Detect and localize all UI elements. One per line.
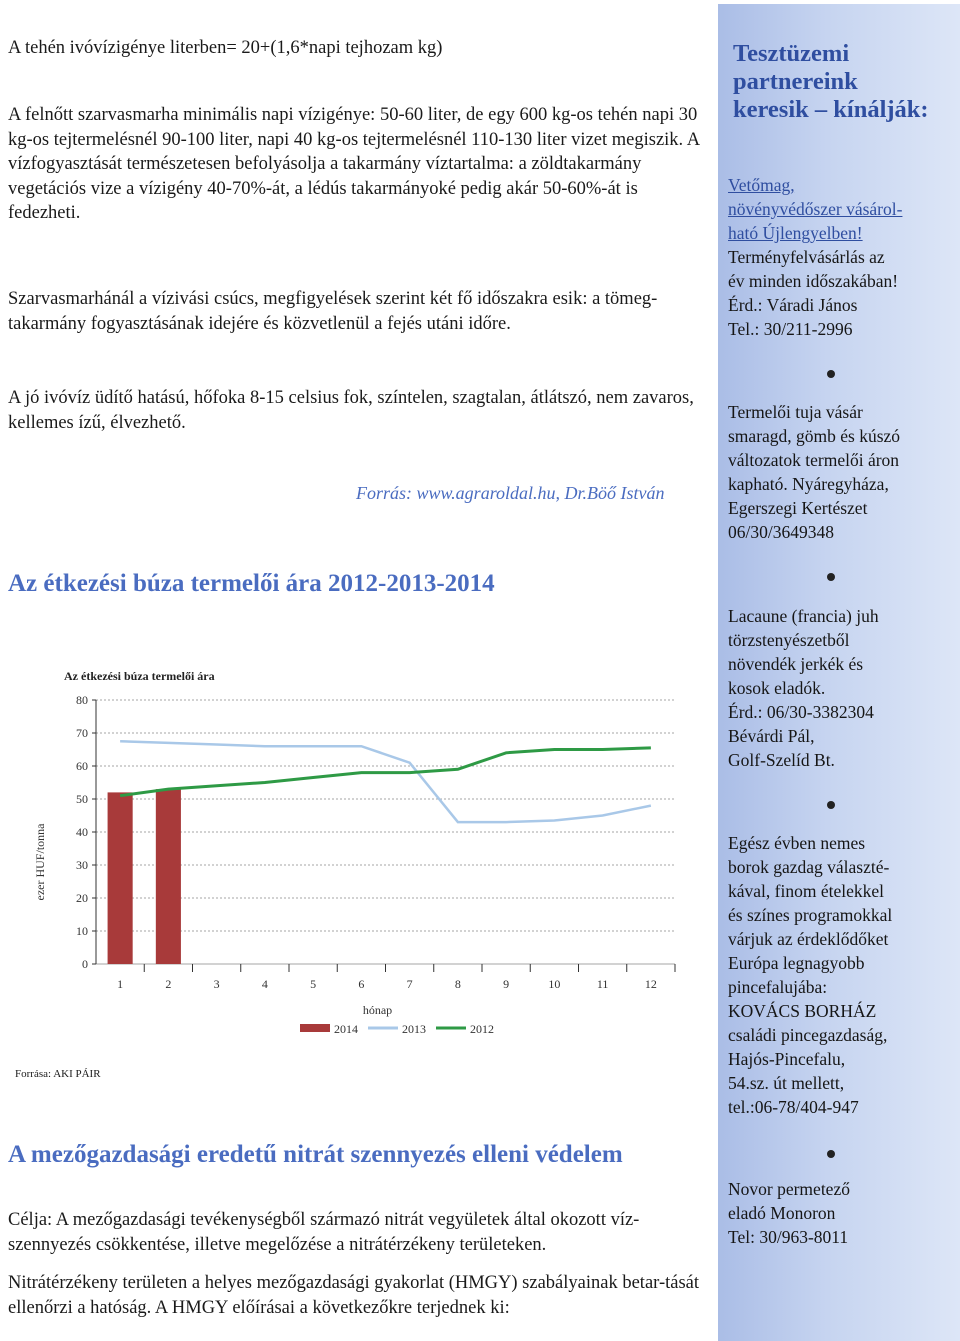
y-tick-label: 60 [76, 759, 88, 773]
ad-seed-link[interactable]: Vetőmag, [728, 175, 795, 195]
x-tick-label: 1 [117, 977, 124, 991]
line-2013 [120, 741, 651, 822]
ad-line: változatok termelői áron [728, 450, 900, 470]
ad-line: tel.:06-78/404-947 [728, 1097, 859, 1117]
ad-line: kapható. Nyáregyháza, [728, 474, 889, 494]
sidebar-title-line: keresik – kínálják: [733, 96, 929, 123]
ad-seed [728, 173, 956, 341]
ad-tuja [728, 400, 956, 544]
drinking-peak-paragraph: Szarvasmarhánál a vízivási csúcs, megfigyelések szerint két fő időszakra esik: a tömeg-takarmány fogyasztásának idejére és közvetlenül a fejés utáni időre. [8, 289, 658, 334]
ad-line: kosok eladók. [728, 678, 826, 698]
water-need-paragraph: A felnőtt szarvasmarha minimális napi vízigénye: 50-60 liter, de egy 600 kg-os tehén napi 30 kg-os tejtermelésnél 90-100 liter, napi 40 kg-os tejtermelésnél 110-130 liter vizet megiszik. A vízfogyasztását természetesen befolyásolja a takarmány víztartalma: a zöldtakarmány vegetációs vize a vízigény 40-70%-át, a lédús takarmányoké pedig akár 50-60%-át is fedezheti. [8, 105, 700, 223]
x-tick-label: 8 [454, 977, 461, 991]
y-tick-label: 10 [76, 924, 88, 938]
y-tick-label: 70 [76, 726, 88, 740]
x-tick-label: 4 [261, 977, 268, 991]
ad-line: Tel: 30/963-8011 [728, 1227, 849, 1247]
x-tick-label: 2 [165, 977, 172, 991]
article-source: Forrás: www.agraroldal.hu, Dr.Böő István [356, 483, 665, 503]
x-tick-label: 7 [406, 977, 413, 991]
bar-2014 [156, 789, 181, 964]
ad-line: kával, finom ételekkel [728, 881, 884, 901]
ad-line: eladó Monoron [728, 1203, 836, 1223]
x-tick-label: 12 [644, 977, 657, 991]
x-axis-label: hónap [362, 1003, 393, 1017]
ad-line: 54.sz. út mellett, [728, 1073, 845, 1093]
ad-line: törzstenyészetből [728, 630, 850, 650]
y-tick-label: 20 [76, 891, 88, 905]
ad-line: 06/30/3649348 [728, 522, 834, 542]
legend-label-2013: 2013 [402, 1022, 426, 1036]
ad-line: Golf-Szelíd Bt. [728, 750, 835, 770]
x-tick-label: 9 [503, 977, 510, 991]
ad-line: Érd.: 06/30-3382304 [728, 702, 874, 722]
ad-line: Bévárdi Pál, [728, 726, 815, 746]
ad-line: növendék jerkék és [728, 654, 864, 674]
ad-line: Európa legnagyobb [728, 953, 865, 973]
ad-line: Érd.: Váradi János [728, 295, 858, 315]
ad-line: Terményfelvásárlás az [728, 247, 885, 267]
chart-source: Forrása: AKI PÁIR [15, 1068, 101, 1080]
sidebar-title-line: partnereink [733, 68, 858, 95]
y-tick-label: 40 [76, 825, 88, 839]
ad-seed-link[interactable]: ható Újlengyelben! [728, 223, 863, 243]
nitrate-goal-paragraph: Célja: A mezőgazdasági tevékenységből származó nitrát vegyületek által okozott víz-szennyezés csökkentése, illetve megelőzése a nitrátérzékeny területeken. [8, 1210, 640, 1255]
ad-line: Termelői tuja vásár [728, 402, 863, 422]
y-tick-label: 30 [76, 858, 88, 872]
wheat-price-chart [0, 660, 716, 1060]
y-tick-label: 0 [82, 957, 88, 971]
wheat-price-heading: Az étkezési búza termelői ára 2012-2013-2014 [8, 570, 495, 597]
ad-line: Novor permetező [728, 1179, 850, 1199]
x-tick-label: 10 [548, 977, 561, 991]
ad-line: Tel.: 30/211-2996 [728, 319, 853, 339]
y-axis-label: ezer HUF/tonna [33, 823, 47, 901]
legend-swatch-2014 [300, 1024, 330, 1032]
sidebar-title-line: Tesztüzemi [733, 40, 850, 67]
ad-line: családi pincegazdaság, [728, 1025, 888, 1045]
ad-line: smaragd, gömb és kúszó [728, 426, 901, 446]
formula-paragraph: A tehén ivóvízigénye literben= 20+(1,6*napi tejhozam kg) [8, 38, 443, 58]
ad-line: és színes programokkal [728, 905, 893, 925]
ad-line: Egész évben nemes [728, 833, 866, 853]
bullet-separator [827, 1150, 835, 1158]
ad-line: pincefalujába: [728, 977, 828, 997]
ad-sprayer [728, 1177, 956, 1249]
ad-sheep [728, 604, 956, 772]
legend-label-2014: 2014 [334, 1022, 358, 1036]
sidebar-title [733, 40, 929, 124]
bullet-separator [827, 370, 835, 378]
hmgy-paragraph: Nitrátérzékeny területen a helyes mezőgazdasági gyakorlat (HMGY) szabályainak betar-tását ellenőrzi a hatóság. A HMGY előírásai a következőkre terjednek ki: [8, 1273, 700, 1318]
ad-seed-link[interactable]: növényvédőszer vásárol- [728, 199, 903, 219]
nitrate-heading: A mezőgazdasági eredetű nitrát szennyezés elleni védelem [8, 1141, 623, 1168]
legend-label-2012: 2012 [470, 1022, 494, 1036]
x-tick-label: 11 [596, 977, 609, 991]
ad-line: várjuk az érdeklődőket [728, 929, 889, 949]
ad-line: Lacaune (francia) juh [728, 606, 879, 626]
ad-line: borok gazdag választé- [728, 857, 890, 877]
ad-line: KOVÁCS BORHÁZ [728, 1001, 877, 1021]
ad-line: Hajós-Pincefalu, [728, 1049, 846, 1069]
x-tick-label: 3 [213, 977, 220, 991]
good-water-paragraph: A jó ivóvíz üdítő hatású, hőfoka 8-15 celsius fok, színtelen, szagtalan, átlátszó, nem zavaros, kellemes ízű, élvezhető. [8, 388, 694, 433]
ad-winery [728, 831, 956, 1119]
ad-line: év minden időszakában! [728, 271, 899, 291]
y-tick-label: 50 [76, 792, 88, 806]
bar-2014 [108, 792, 133, 964]
ad-line: Egerszegi Kertészet [728, 498, 868, 518]
chart-title: Az étkezési búza termelői ára [64, 669, 215, 683]
x-tick-label: 5 [310, 977, 317, 991]
y-tick-label: 80 [76, 693, 88, 707]
x-tick-label: 6 [358, 977, 365, 991]
bullet-separator [827, 573, 835, 581]
bullet-separator [827, 801, 835, 809]
ads-sidebar [718, 4, 960, 1341]
